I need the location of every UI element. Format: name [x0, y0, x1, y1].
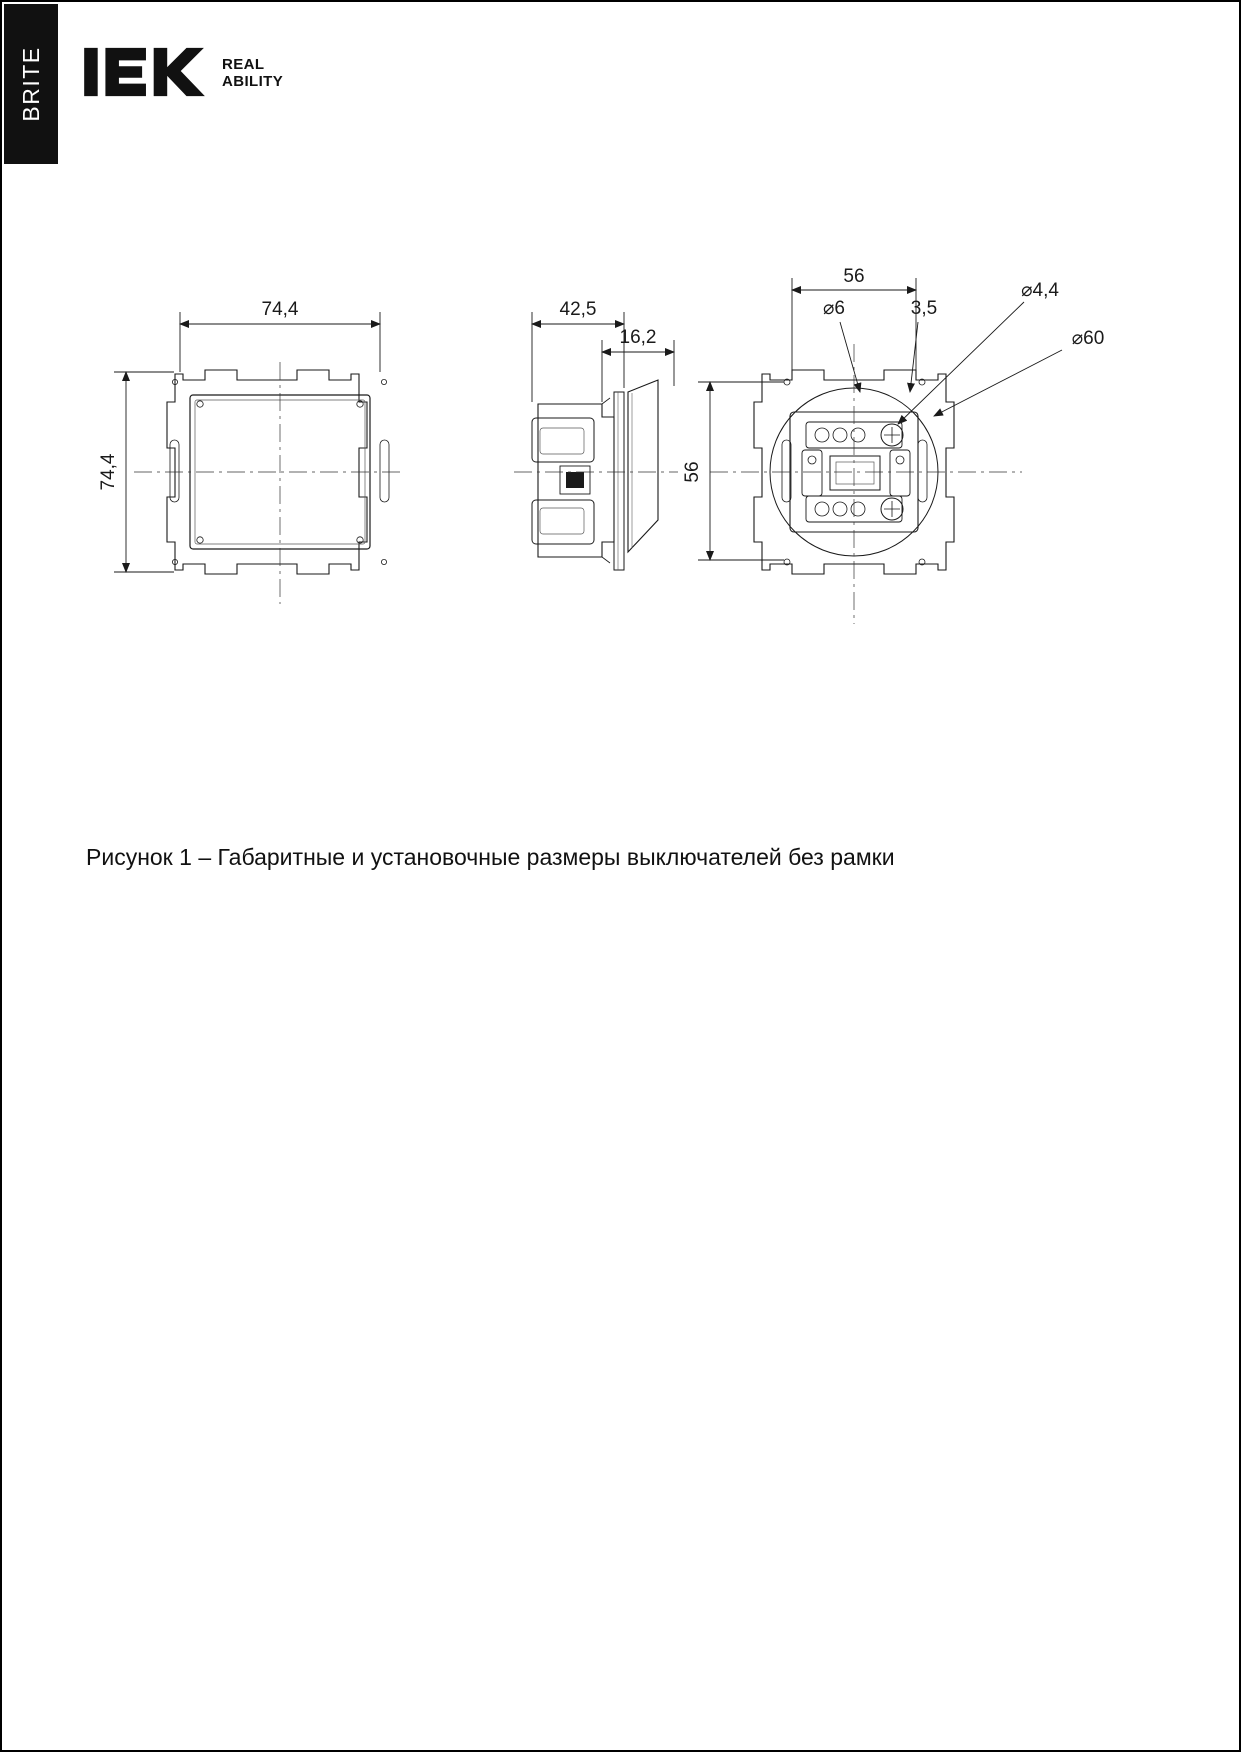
dim-gap-3-5: 3,5 [910, 298, 938, 319]
brand-vertical-label: BRITE [17, 46, 44, 122]
technical-drawing [62, 252, 1182, 672]
brand-band [4, 4, 58, 164]
dim-rear-height: 56 [682, 461, 703, 483]
front-view [98, 299, 404, 604]
tagline-line-1: REAL [222, 55, 265, 73]
drawing-canvas [62, 252, 1182, 672]
dim-screw-d44: ⌀4,4 [1021, 280, 1059, 301]
dim-side-body-depth: 16,2 [619, 327, 657, 348]
dim-hole-d6: ⌀6 [822, 298, 846, 319]
dim-side-depth: 42,5 [559, 299, 597, 320]
figure-caption: Рисунок 1 – Габаритные и установочные размеры выключателей без рамки [86, 844, 895, 870]
rear-view [682, 266, 1104, 624]
logo [82, 44, 283, 100]
dim-circle-d60: ⌀60 [1071, 328, 1105, 349]
logo-tagline [222, 54, 283, 91]
dim-front-height: 74,4 [98, 453, 119, 491]
iek-logo-icon [82, 44, 208, 100]
side-view [514, 299, 678, 570]
dim-rear-width: 56 [843, 266, 865, 287]
tagline-line-2: ABILITY [222, 73, 284, 90]
dim-front-width: 74,4 [261, 299, 299, 320]
